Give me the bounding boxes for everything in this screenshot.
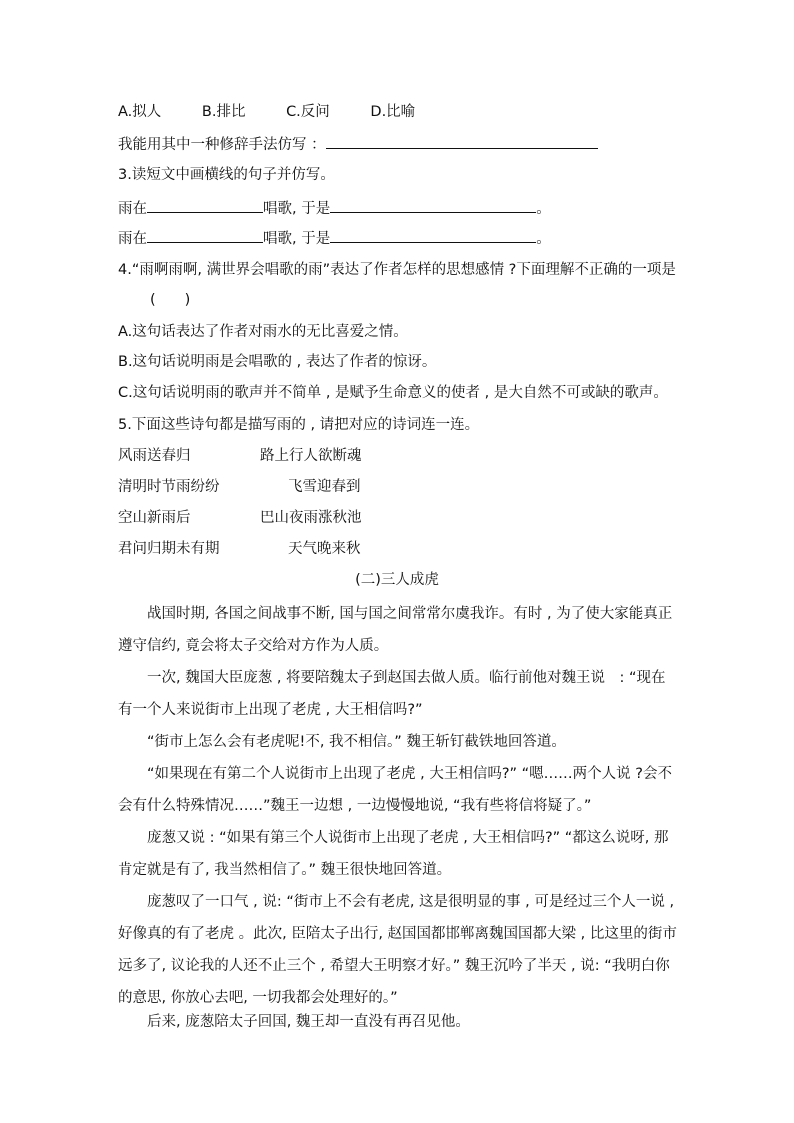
story-paragraph-6: 庞葱叹了一口气 , 说: “街市上不会有老虎, 这是很明显的事 , 可是经过三个人一说 , 好像真的有了老虎 。此次, 臣陪太子出行, 赵国国都邯郸离魏国国都大梁 , 比这里的街市远多了, 议论我的人还不止三个 , 希望大王明察才好。” 魏王沉吟了半天 , 说: “我明白你的意思, 你放心去吧, 一切我都会处理好的。”: [118, 894, 677, 1006]
q3-line-2-mid: 唱歌, 于是: [263, 231, 331, 247]
poem-right-4[interactable]: 天气晚来秋: [288, 541, 361, 557]
story-paragraph-7: 后来, 庞葱陪太子回国, 魏王却一直没有再召见他。: [147, 1014, 470, 1030]
poem-right-3[interactable]: 巴山夜雨涨秋池: [260, 510, 362, 526]
q3-line-1-mid: 唱歌, 于是: [263, 201, 331, 217]
q3-blank-1b[interactable]: [330, 198, 536, 213]
story-paragraph-2: 一次, 魏国大臣庞葱 , 将要陪魏太子到赵国去做人质。临行前他对魏王说 : “现在有一个人来说街市上出现了老虎 , 大王相信吗?”: [118, 670, 666, 718]
poem-left-1[interactable]: 风雨送春归: [118, 448, 191, 464]
q2-options: [118, 102, 674, 122]
story-title: (二)三人成虎: [355, 572, 439, 588]
option-d: D.比喻: [370, 104, 416, 120]
q3-line-1-end: 。: [536, 201, 551, 217]
q3-line-2-end: 。: [536, 231, 551, 247]
q4-title: 4.“雨啊雨啊, 满世界会唱歌的雨”表达了作者怎样的思想感情 ?下面理解不正确的一项是: [118, 262, 676, 278]
q2-imitate-line: [118, 134, 674, 155]
imitate-blank[interactable]: [326, 134, 598, 149]
story-paragraph-5: 庞葱又说 : “如果有第三个人说街市上出现了老虎 , 大王相信吗?” “都这么说呀, 那肯定就是有了, 我当然相信了。” 魏王很快地回答道。: [118, 830, 669, 878]
q4-option-b: B.这句话说明雨是会唱歌的 , 表达了作者的惊讶。: [118, 354, 437, 370]
poem-row-3: [118, 508, 674, 528]
q3-line-2-start: 雨在: [118, 231, 147, 247]
poem-left-2[interactable]: 清明时节雨纷纷: [118, 479, 220, 495]
story-paragraph-1: 战国时期, 各国之间战事不断, 国与国之间常常尔虞我诈。有时 , 为了使大家能真正遵守信约, 竟会将太子交给对方作为人质。: [118, 606, 673, 654]
q3-title: 3.读短文中画横线的句子并仿写。: [118, 167, 335, 183]
option-b: B.排比: [201, 104, 246, 120]
option-a: A.拟人: [118, 104, 162, 120]
story-paragraph-3: “街市上怎么会有老虎呢!不, 我不相信。” 魏王斩钉截铁地回答道。: [147, 734, 566, 750]
q3-line-1-start: 雨在: [118, 201, 147, 217]
q3-line-1: [118, 198, 674, 219]
q4-answer-paren[interactable]: ( ): [150, 292, 191, 308]
poem-right-2[interactable]: 飞雪迎春到: [288, 479, 361, 495]
q4-option-c: C.这句话说明雨的歌声并不简单 , 是赋予生命意义的使者 , 是大自然不可或缺的歌声。: [118, 385, 668, 401]
q3-blank-2b[interactable]: [330, 228, 536, 243]
q4-option-a: A.这句话表达了作者对雨水的无比喜爱之情。: [118, 324, 408, 340]
q3-line-2: [118, 228, 674, 249]
poem-right-1[interactable]: 路上行人欲断魂: [260, 448, 362, 464]
imitate-prompt: 我能用其中一种修辞手法仿写 ：: [118, 137, 326, 153]
q3-blank-1a[interactable]: [147, 198, 263, 213]
poem-row-2: [118, 477, 674, 497]
q5-title: 5.下面这些诗句都是描写雨的 , 请把对应的诗词连一连。: [118, 417, 480, 433]
poem-row-1: [118, 446, 674, 466]
story-paragraph-4: “如果现在有第二个人说街市上出现了老虎 , 大王相信吗?” “嗯……两个人说 ?会不会有什么特殊情况……”魏王一边想 , 一边慢慢地说, “我有些将信将疑了。”: [118, 766, 672, 814]
poem-left-3[interactable]: 空山新雨后: [118, 510, 191, 526]
option-c: C.反问: [286, 104, 330, 120]
poem-row-4: [118, 539, 674, 559]
q3-blank-2a[interactable]: [147, 228, 263, 243]
poem-left-4[interactable]: 君问归期未有期: [118, 541, 220, 557]
